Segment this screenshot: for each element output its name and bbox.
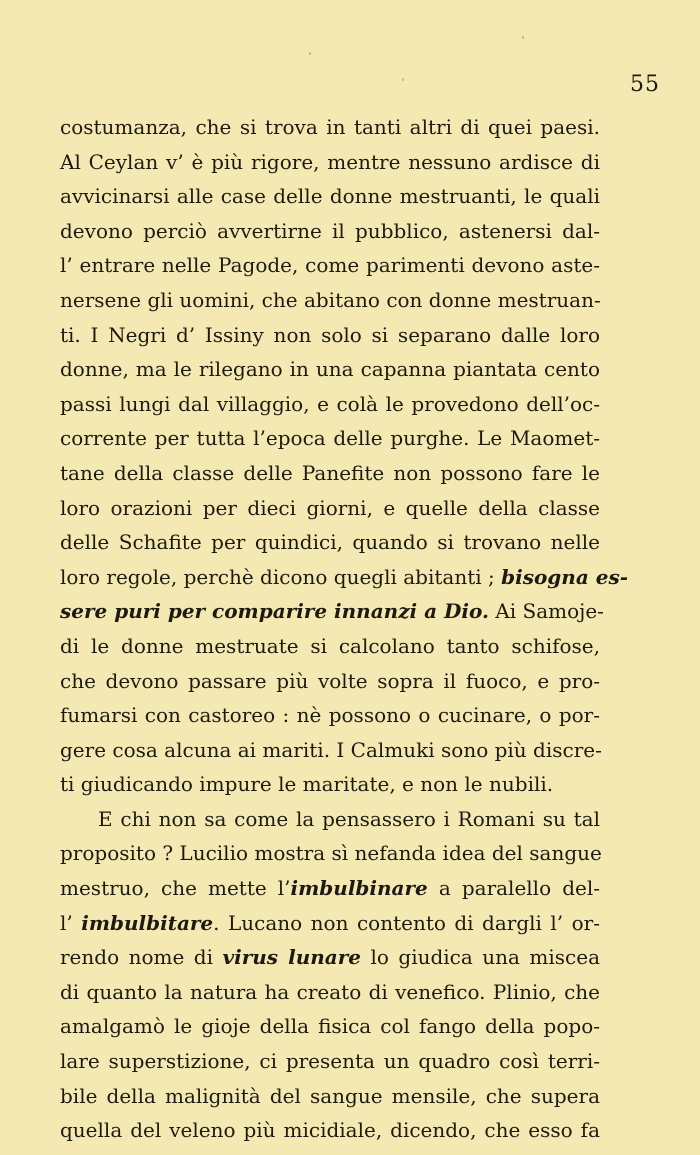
- text-line: [60, 836, 600, 871]
- text-line: [60, 179, 600, 214]
- text-line: [60, 387, 600, 422]
- text-line: [60, 456, 600, 491]
- text-segment: costumanza, che si trova in tanti altri di quei paesi.: [60, 115, 600, 139]
- text-segment: mestruo, che mette l’: [60, 876, 291, 901]
- text-segment: quella del veleno più micidiale, dicendo, che esso fa: [60, 1118, 600, 1143]
- text-segment: loro regole, perchè dicono quegli abitanti ;: [60, 564, 502, 589]
- text-line: [60, 906, 600, 941]
- text-segment: loro orazioni per dieci giorni, e quelle della classe: [60, 495, 600, 520]
- text-segment: avvicinarsi alle case delle donne mestruanti, le quali: [60, 184, 600, 209]
- text-line: [60, 352, 600, 387]
- text-segment: proposito ? Lucilio mostra sì nefanda idea del sangue: [60, 841, 602, 866]
- text-segment: Ai Samoje-: [488, 599, 604, 624]
- text-line: [60, 1009, 600, 1044]
- text-line: [60, 1079, 600, 1114]
- text-line: [60, 560, 629, 595]
- text-line: [60, 145, 600, 180]
- text-line: [60, 940, 600, 975]
- text-segment: che devono passare più volte sopra il fuoco, e pro-: [60, 668, 600, 693]
- text-segment: bile della malignità del sangue mensile, che supera: [60, 1083, 600, 1108]
- text-line: [60, 283, 600, 318]
- text-segment: di le donne mestruate si calcolano tanto schifose,: [60, 633, 600, 658]
- text-segment: corrente per tutta l’epoca delle purghe. Le Maomet-: [60, 426, 600, 451]
- text-line: [60, 421, 600, 456]
- text-segment: ti. I Negri d’ Issiny non solo si separano dalle loro: [60, 322, 600, 347]
- body-text: [60, 110, 629, 1148]
- page-number: 55: [630, 72, 660, 97]
- text-line: [60, 664, 600, 699]
- italic-text: imbulbitare: [81, 910, 214, 935]
- text-segment: delle Schafite per quindici, quando si trovano nelle: [60, 530, 600, 555]
- text-line: [60, 698, 600, 733]
- text-line: [60, 1113, 600, 1148]
- text-segment: E chi non sa come la pensassero i Romani su tal: [98, 806, 600, 831]
- text-segment: Al Ceylan v’ è più rigore, mentre nessuno ardisce di: [60, 149, 600, 174]
- text-segment: di quanto la natura ha creato di venefico. Plinio, che: [60, 979, 600, 1004]
- text-segment: nersene gli uomini, che abitano con donne mestruan-: [60, 287, 601, 312]
- text-line: [60, 594, 604, 629]
- italic-text: imbulbinare: [290, 876, 428, 901]
- text-line: [60, 214, 600, 249]
- text-line: [60, 1044, 600, 1079]
- text-segment: . Lucano non contento di dargli l’ or-: [213, 910, 600, 935]
- text-segment: rendo nome di: [60, 945, 223, 970]
- text-line: [60, 767, 600, 802]
- text-segment: l’: [60, 910, 82, 935]
- paper-speck: [522, 36, 524, 39]
- text-segment: lo giudica una miscea: [361, 945, 601, 970]
- text-segment: fumarsi con castoreo : nè possono o cucinare, o por-: [60, 703, 600, 728]
- text-line: [60, 871, 600, 906]
- italic-text: virus lunare: [222, 945, 362, 970]
- text-segment: l’ entrare nelle Pagode, come parimenti devono aste-: [60, 253, 600, 278]
- text-line: [60, 975, 600, 1010]
- text-segment: tane della classe delle Panefite non possono fare le: [60, 460, 600, 485]
- text-line: [60, 525, 600, 560]
- text-line: [60, 629, 600, 664]
- text-line: [60, 733, 600, 768]
- paper-speck: [402, 78, 404, 81]
- text-segment: lare superstizione, ci presenta un quadro così terri-: [60, 1049, 600, 1074]
- text-segment: a paralello del-: [427, 876, 600, 901]
- text-line: [60, 318, 600, 353]
- text-line: [60, 248, 600, 283]
- text-segment: amalgamò le gioje della fisica col fango della popo-: [60, 1014, 600, 1039]
- italic-text: bisogna es-: [501, 564, 629, 589]
- text-line: [60, 802, 600, 837]
- text-line: [60, 491, 600, 526]
- paper-speck: [309, 52, 311, 55]
- text-line: [60, 110, 600, 145]
- italic-text: sere puri per comparire innanzi a Dio.: [60, 599, 489, 624]
- text-segment: gere cosa alcuna ai mariti. I Calmuki sono più discre-: [60, 737, 602, 762]
- text-segment: passi lungi dal villaggio, e colà le provedono dell’oc-: [60, 391, 600, 416]
- text-segment: donne, ma le rilegano in una capanna piantata cento: [60, 357, 600, 382]
- text-segment: devono perciò avvertirne il pubblico, astenersi dal-: [60, 218, 600, 243]
- text-segment: ti giudicando impure le maritate, e non le nubili.: [60, 772, 554, 797]
